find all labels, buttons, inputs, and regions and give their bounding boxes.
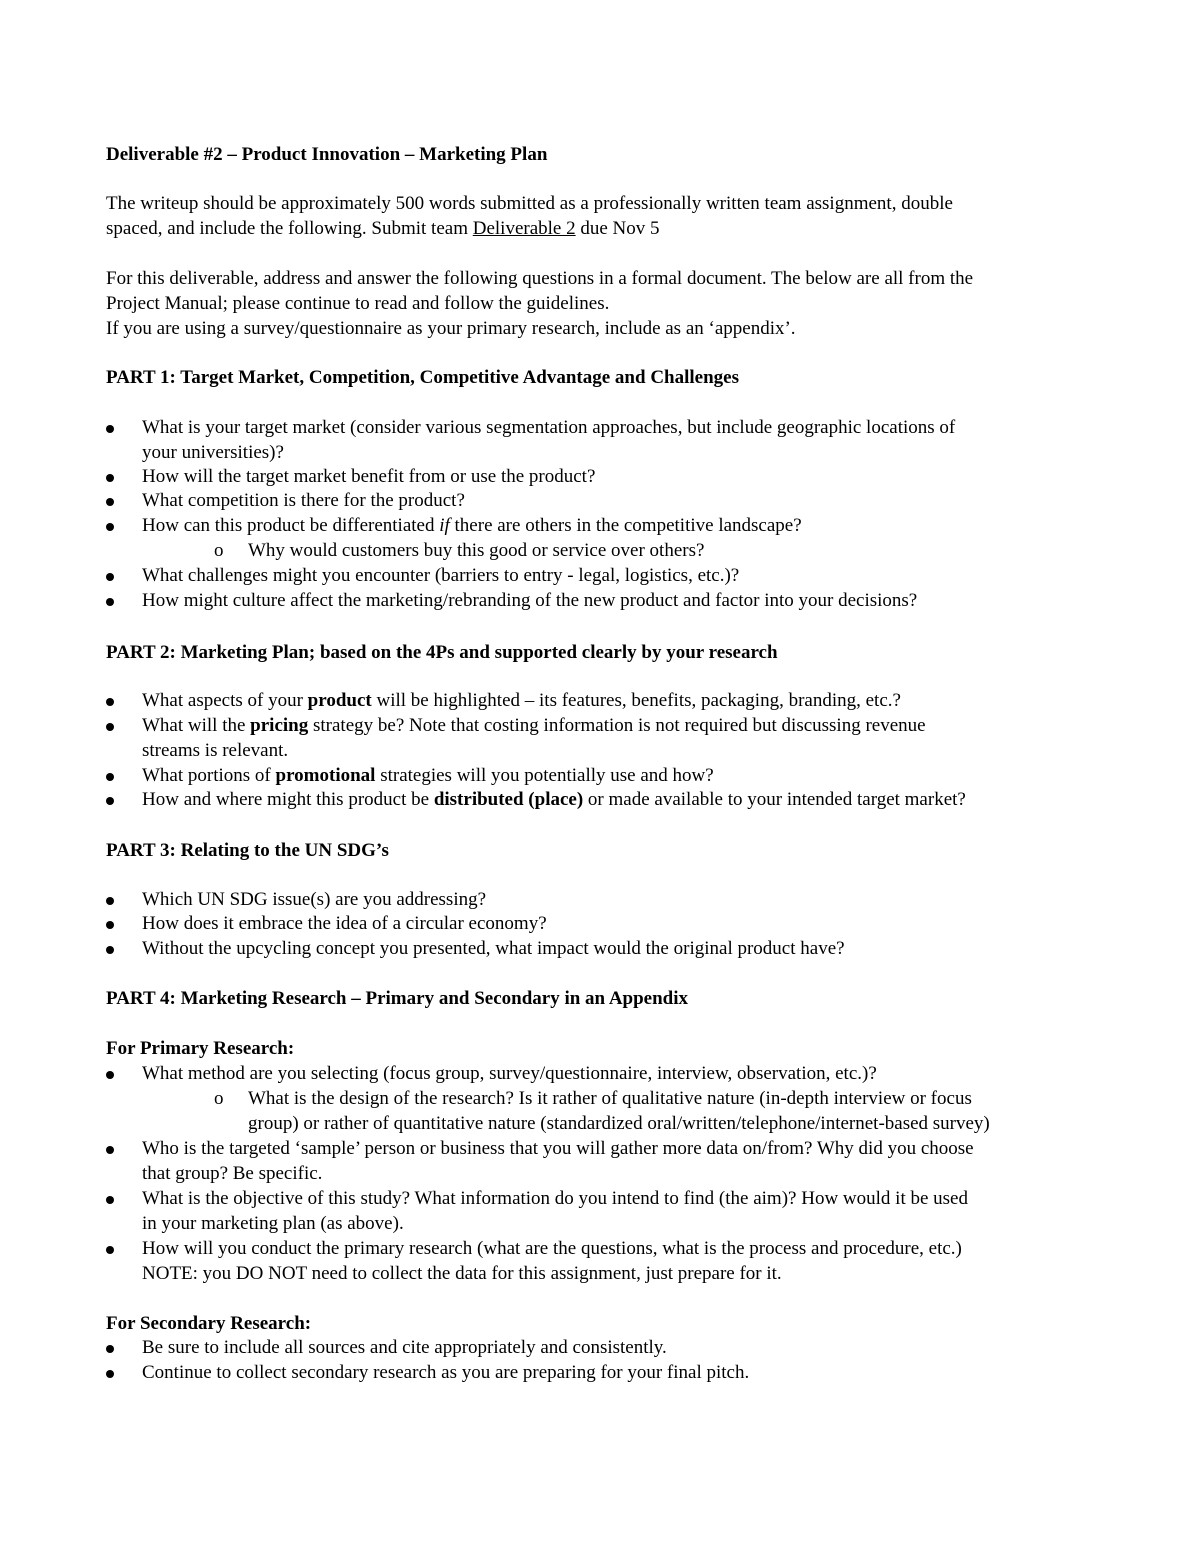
due-date-text: due Nov 5 [575, 218, 660, 239]
part1-item-3: What competition is there for the product? [142, 490, 465, 511]
part1-item-4-italic: if [439, 515, 450, 536]
primary-item-2-line-2: that group? Be specific. [142, 1163, 323, 1184]
primary-item-3-line-2: in your marketing plan (as above). [142, 1213, 404, 1234]
part3-item-3: Without the upcycling concept you presented, what impact would the original product have? [142, 938, 845, 959]
part1-item-4 [142, 514, 802, 538]
part2-item-2-bold: pricing [250, 715, 309, 736]
bullet-icon [106, 474, 114, 482]
part2-item-3-text-end: strategies will you potentially use and how? [375, 765, 714, 786]
primary-item-4-line-1: How will you conduct the primary research (what are the questions, what is the process and procedure, etc.) [142, 1238, 962, 1259]
part2-heading: PART 2: Marketing Plan; based on the 4Ps and supported clearly by your research [106, 642, 778, 663]
part1-item-2: How will the target market benefit from or use the product? [142, 466, 596, 487]
part2-item-4 [142, 788, 966, 812]
part1-subitem-1: Why would customers buy this good or service over others? [248, 540, 705, 561]
primary-item-2-line-1: Who is the targeted ‘sample’ person or business that you will gather more data on/from? Why did you choose [142, 1138, 974, 1159]
part2-item-4-text-end: or made available to your intended target market? [583, 789, 966, 810]
part3-heading: PART 3: Relating to the UN SDG’s [106, 840, 389, 861]
part2-item-3-text: What portions of [142, 765, 276, 786]
bullet-icon [106, 1071, 114, 1079]
bullet-icon [106, 523, 114, 531]
bullet-icon [106, 897, 114, 905]
part3-item-2: How does it embrace the idea of a circular economy? [142, 913, 547, 934]
primary-research-heading: For Primary Research: [106, 1038, 295, 1059]
sub-bullet-icon: o [214, 540, 224, 561]
sub-bullet-icon: o [214, 1088, 224, 1109]
document-title: Deliverable #2 – Product Innovation – Marketing Plan [106, 144, 548, 165]
bullet-icon [106, 1345, 114, 1353]
part1-item-4-text: How can this product be differentiated [142, 515, 440, 536]
part2-item-2-text: What will the [142, 715, 251, 736]
part2-item-3 [142, 764, 714, 788]
secondary-item-2: Continue to collect secondary research as you are preparing for your final pitch. [142, 1362, 750, 1383]
primary-item-1: What method are you selecting (focus group, survey/questionnaire, interview, observation, etc.)? [142, 1063, 877, 1084]
part1-item-6: How might culture affect the marketing/rebranding of the new product and factor into your decisions? [142, 590, 918, 611]
intro-text: spaced, and include the following. Submit team [106, 218, 473, 239]
secondary-item-1: Be sure to include all sources and cite appropriately and consistently. [142, 1337, 667, 1358]
part1-item-5: What challenges might you encounter (barriers to entry - legal, logistics, etc.)? [142, 565, 740, 586]
bullet-icon [106, 1370, 114, 1378]
part2-item-1-text: What aspects of your [142, 690, 308, 711]
bullet-icon [106, 797, 114, 805]
deliverable-link: Deliverable 2 [472, 218, 576, 239]
bullet-icon [106, 573, 114, 581]
bullet-icon [106, 1196, 114, 1204]
part2-item-2-line-1 [142, 714, 926, 738]
part2-item-2-text-end: strategy be? Note that costing information is not required but discussing revenue [308, 715, 926, 736]
part1-item-4-text-end: there are others in the competitive landscape? [449, 515, 802, 536]
bullet-icon [106, 773, 114, 781]
intro-line-1: The writeup should be approximately 500 words submitted as a professionally written team assignment, double [106, 193, 953, 214]
part2-item-4-text: How and where might this product be [142, 789, 434, 810]
bullet-icon [106, 1246, 114, 1254]
part2-item-1-bold: product [307, 690, 372, 711]
instructions-line-3: If you are using a survey/questionnaire as your primary research, include as an ‘appendix’. [106, 318, 796, 339]
bullet-icon [106, 723, 114, 731]
bullet-icon [106, 1146, 114, 1154]
bullet-icon [106, 946, 114, 954]
intro-line-2 [106, 217, 660, 241]
part1-item-1-line-1: What is your target market (consider various segmentation approaches, but include geographic locations of [142, 417, 956, 438]
instructions-line-2: Project Manual; please continue to read and follow the guidelines. [106, 293, 610, 314]
part2-item-1-text-end: will be highlighted – its features, benefits, packaging, branding, etc.? [371, 690, 901, 711]
part2-item-3-bold: promotional [275, 765, 376, 786]
bullet-icon [106, 425, 114, 433]
part3-item-1: Which UN SDG issue(s) are you addressing? [142, 889, 487, 910]
part2-item-1 [142, 689, 901, 713]
part1-heading: PART 1: Target Market, Competition, Competitive Advantage and Challenges [106, 367, 739, 388]
bullet-icon [106, 598, 114, 606]
part2-item-4-bold: distributed (place) [433, 789, 584, 810]
primary-item-3-line-1: What is the objective of this study? What information do you intend to find (the aim)? How would it be used [142, 1188, 968, 1209]
bullet-icon [106, 921, 114, 929]
bullet-icon [106, 498, 114, 506]
part4-heading: PART 4: Marketing Research – Primary and Secondary in an Appendix [106, 988, 689, 1009]
part2-item-2-line-2: streams is relevant. [142, 740, 289, 761]
instructions-line-1: For this deliverable, address and answer the following questions in a formal document. The below are all from the [106, 268, 974, 289]
bullet-icon [106, 698, 114, 706]
primary-item-4-line-2: NOTE: you DO NOT need to collect the data for this assignment, just prepare for it. [142, 1263, 782, 1284]
primary-subitem-line-2: group) or rather of quantitative nature (standardized oral/written/telephone/internet-based survey) [248, 1113, 990, 1134]
secondary-research-heading: For Secondary Research: [106, 1313, 312, 1334]
part1-item-1-line-2: your universities)? [142, 442, 284, 463]
primary-subitem-line-1: What is the design of the research? Is it rather of qualitative nature (in-depth interview or focus [248, 1088, 972, 1109]
